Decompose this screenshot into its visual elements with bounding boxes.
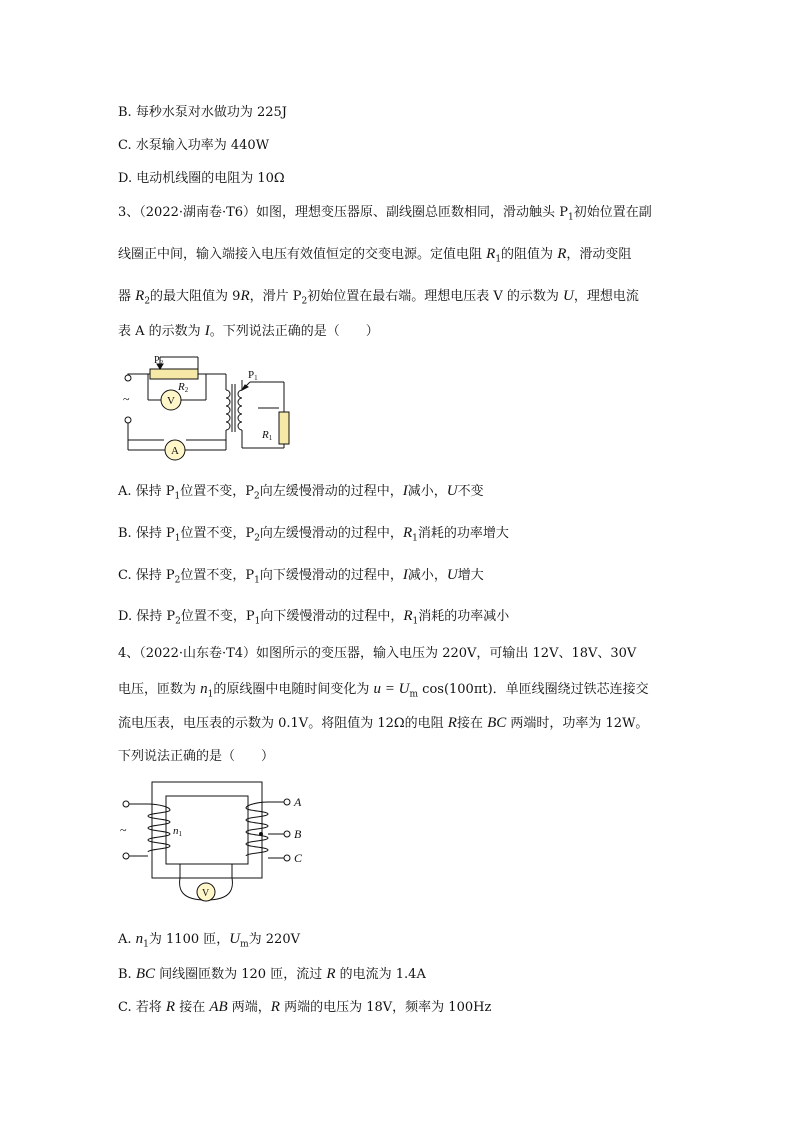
- q3-option-b: B. 保持 $P_1$位置不变，$P_2$向左缓慢滑动的过程中，$R_1$消耗的功率增大: [118, 525, 509, 544]
- p1-label: P1: [248, 369, 258, 382]
- q2-option-b: B. 每秒水泵对水做功为 225J: [118, 105, 287, 120]
- r2-label: R2: [178, 381, 189, 394]
- q4-stem-line-3: 流电压表，电压表的示数为 0.1V。将阻值为 12Ω的电阻 R接在 BC 两端时，功率为 12W。: [118, 715, 649, 731]
- ac-source-symbol: ~: [123, 392, 130, 406]
- q4-stem-line-1: 4、（2022·山东卷·T4）如图所示的变压器，输入电压为 220V，可输出 12V、18V、30V: [118, 646, 637, 661]
- q4-option-b: B. BC 间线圈匝数为 120 匝，流过 R 的电流为 1.4A: [118, 966, 426, 982]
- voltmeter-label: V: [167, 395, 175, 407]
- q4-option-a: A. $n_1$为 1100 匝，$U_m$为 220V: [118, 931, 300, 950]
- q4-stem-line-2: 电压，匝数为 $n_1$的原线圈中电随时间变化为 $u = U_m$ cos(100πt)．单匝线圈绕过铁芯连接交: [118, 681, 649, 700]
- terminal-a-label: A: [294, 795, 302, 809]
- q4-stem-line-4: 下列说法正确的是（ ）: [118, 749, 275, 764]
- q3-stem-line-2: 线圈正中间，输入端接入电压有效值恒定的交变电源。定值电阻 $R_1$的阻值为 R，滑动变阻: [118, 246, 632, 265]
- voltmeter-label: V: [202, 888, 210, 899]
- q3-stem-line-4: 表 A 的示数为 I。下列说法正确的是（ ）: [118, 323, 379, 339]
- p2-label: $P_2$: [154, 355, 164, 367]
- q3-option-c: C. 保持 $P_2$位置不变，$P_1$向下缓慢滑动的过程中，I减小，U增大: [118, 567, 484, 586]
- terminal-c-label: C: [294, 851, 303, 865]
- q2-option-c: C. 水泵输入功率为 440W: [118, 138, 270, 153]
- ammeter-label: A: [171, 445, 179, 457]
- q2-option-d: D. 电动机线圈的电阻为 10Ω: [118, 171, 285, 186]
- ac-source-symbol: ~: [120, 823, 127, 837]
- q4-option-c: C. 若将 R 接在 AB 两端，R 两端的电压为 18V，频率为 100Hz: [118, 999, 492, 1015]
- n1-label: n1: [173, 825, 182, 838]
- r1-label: R1: [262, 429, 273, 442]
- q3-option-a: A. 保持 $P_1$位置不变，$P_2$向左缓慢滑动的过程中，I减小，U不变: [118, 483, 484, 502]
- q3-stem-line-1: 3、（2022·湖南卷·T6）如图，理想变压器原、副线圈总匝数相同，滑动触头 $P_1$初始位置在副: [118, 205, 652, 223]
- q4-transformer-diagram: [118, 778, 308, 908]
- q3-option-d: D. 保持 $P_2$位置不变，$P_1$向下缓慢滑动的过程中，$R_1$消耗的功率减小: [118, 608, 510, 627]
- q3-stem-line-3: 器 $R_2$的最大阻值为 9R，滑片 $P_2$初始位置在最右端。理想电压表 V 的示数为 U，理想电流: [118, 288, 639, 307]
- q3-circuit-diagram: [118, 352, 303, 462]
- terminal-b-label: B: [294, 827, 302, 841]
